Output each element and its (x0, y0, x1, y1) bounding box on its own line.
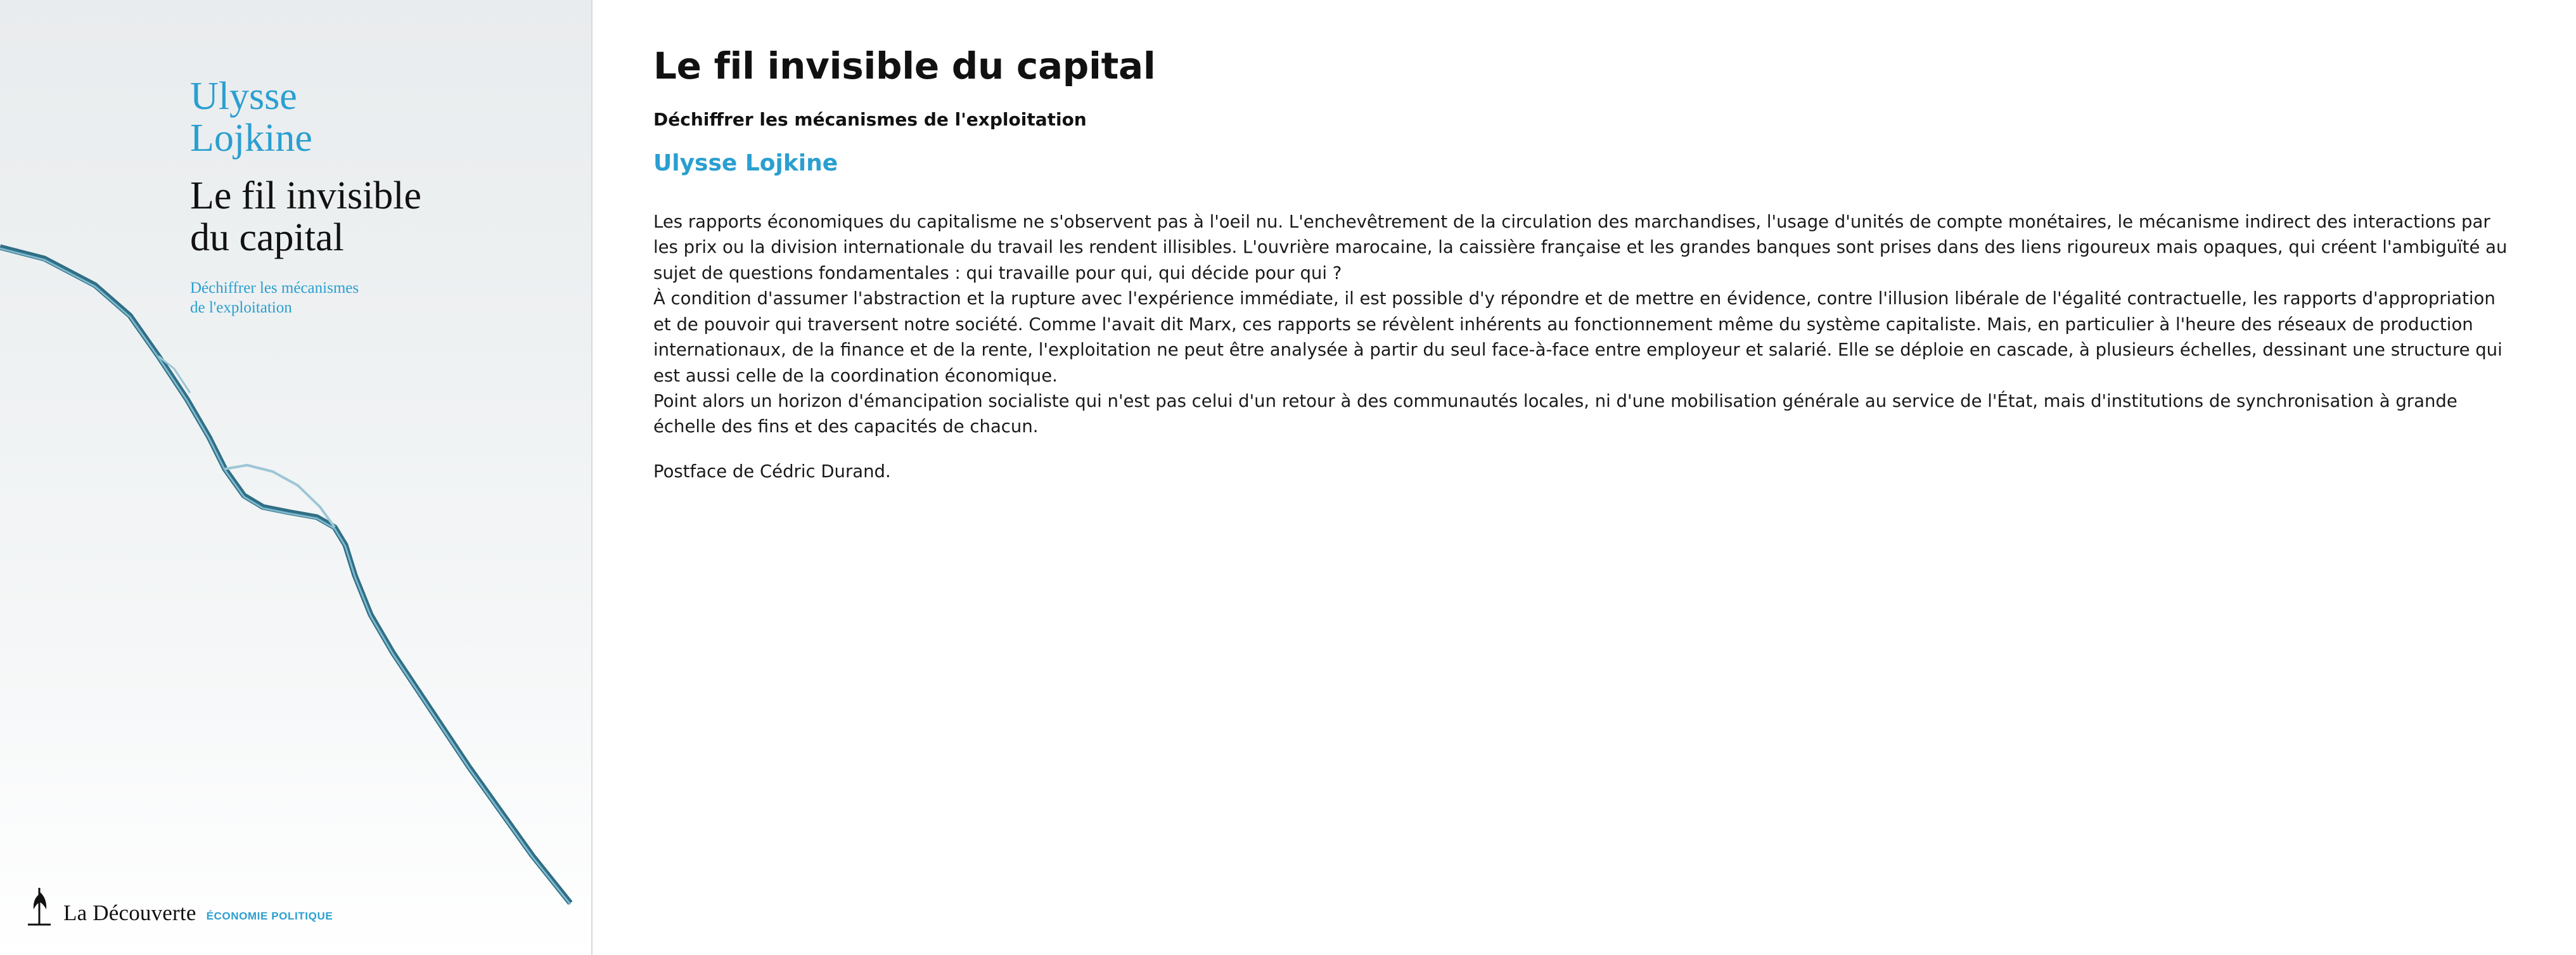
author-name: Ulysse Lojkine (653, 150, 838, 176)
cover-title (190, 176, 570, 259)
page-subtitle: Déchiffrer les mécanismes de l'exploitation (653, 109, 1087, 130)
cover-title-line-1: Le fil invisible (190, 174, 422, 218)
description-paragraph-2: À condition d'assumer l'abstraction et la rupture avec l'expérience immédiate, il est possible d'y répondre et de mettre en évidence, contre l'illusion libérale de l'égalité contractuelle, les rapports d'appropriation et de pouvoir qui traversent notre société. Comme l'avait dit Marx, ces rapports se révèlent inhérents au fonctionnement même du système capitaliste. Mais, en particulier à l'heure des réseaux de production internationaux, de la finance et de la rente, l'exploitation ne peut être analysée à partir du seul face-à-face entre employeur et salarié. Elle se déploie en cascade, à plusieurs échelles, dessinant une structure qui est aussi celle de la coordination économique. (653, 288, 2502, 386)
cover-subtitle-line-2: de l'exploitation (190, 299, 292, 317)
book-details (593, 0, 2576, 955)
cover-author-line-2: Lojkine (190, 116, 312, 160)
publisher-name: La Découverte (63, 901, 196, 925)
cover-subtitle (190, 278, 482, 318)
column-divider (591, 0, 593, 955)
description-paragraph-4: Postface de Cédric Durand. (653, 461, 891, 482)
page-title: Le fil invisible du capital (653, 44, 1156, 87)
cover-author-line-1: Ulysse (190, 75, 297, 118)
publisher-collection: ÉCONOMIE POLITIQUE (206, 910, 333, 922)
cover-author (190, 76, 570, 159)
cover-subtitle-line-1: Déchiffrer les mécanismes (190, 279, 359, 297)
book-description (653, 209, 2515, 484)
publisher-block (25, 885, 333, 927)
cover-artwork (0, 0, 593, 955)
cover-title-line-2: du capital (190, 216, 344, 260)
cover-text-block (190, 76, 570, 317)
description-paragraph-3: Point alors un horizon d'émancipation socialiste qui n'est pas celui d'un retour à des communautés locales, ni d'une mobilisation générale au service de l'État, mais d'institutions de synchronisation à grande échelle des fins et des capacités de chacun. (653, 390, 2457, 437)
book-cover (0, 0, 593, 955)
description-paragraph-1: Les rapports économiques du capitalisme ne s'observent pas à l'oeil nu. L'enchevêtrement de la circulation des marchandises, l'usage d'unités de compte monétaires, le mécanisme indirect des interactions par les prix ou la division internationale du travail les rendent illisibles. L'ouvrière marocaine, la caissière française et les grandes banques sont prises dans des liens rigoureux mais opaques, qui créent l'ambiguïté au sujet de questions fondamentales : qui travaille pour qui, qui décide pour qui ? (653, 212, 2508, 283)
publisher-logo-icon (25, 885, 53, 927)
